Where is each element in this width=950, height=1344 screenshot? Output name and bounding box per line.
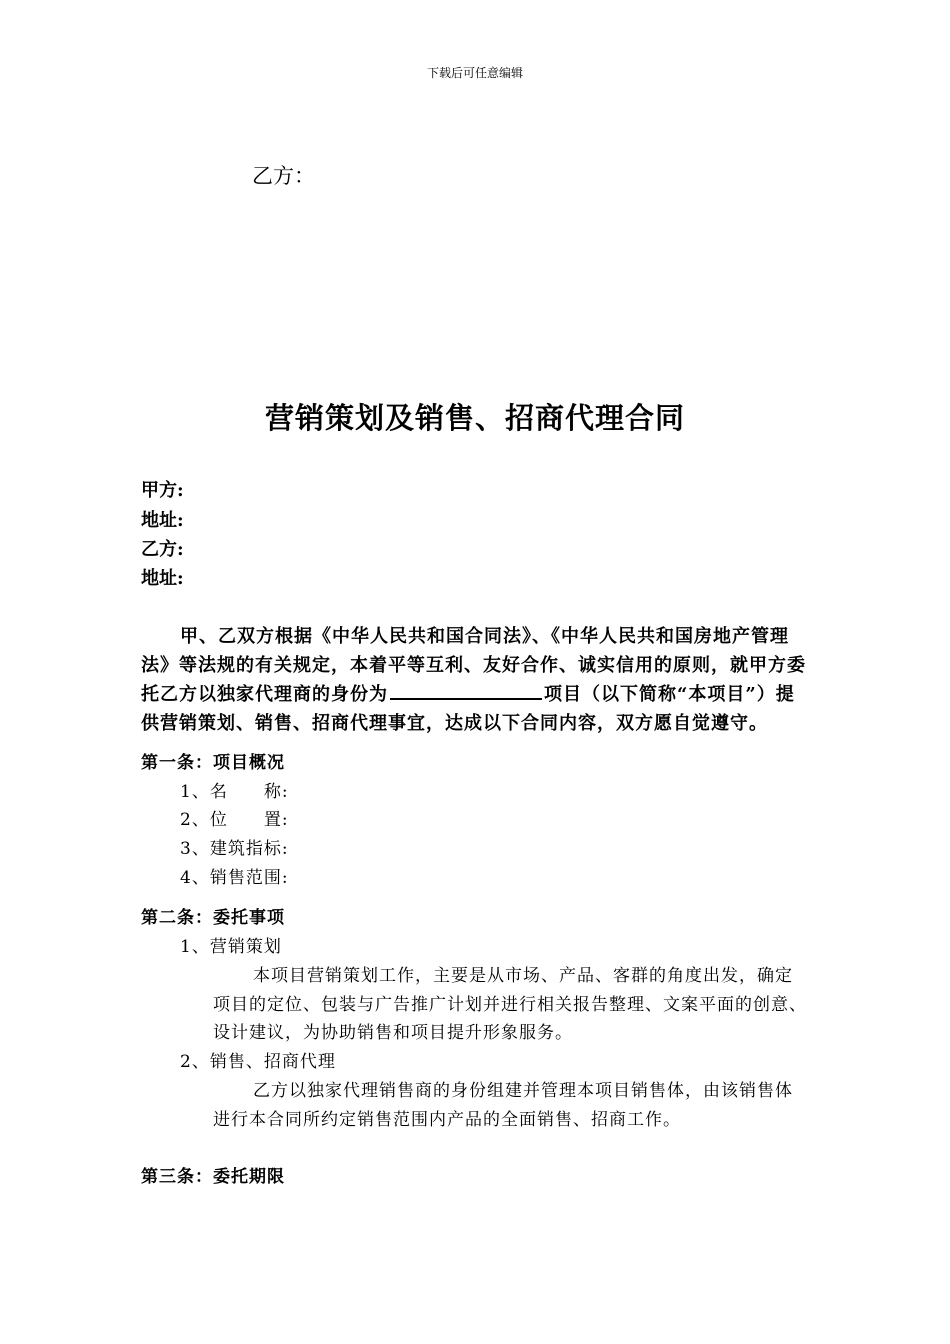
contract-title: 营销策划及销售、招商代理合同 <box>264 401 685 435</box>
intro-line-3-end: 项目（以下简称“本项目”）提 <box>544 684 795 705</box>
intro-line-3-start: 托乙方以独家代理商的身份为 <box>141 684 388 705</box>
article-3-heading: 第三条：委托期限 <box>141 1167 285 1187</box>
article-1-item-name: 1、名 称: <box>180 782 289 802</box>
project-name-blank[interactable] <box>390 680 542 700</box>
article-2-sub-1-line-3: 设计建议，为协助销售和项目提升形象服务。 <box>213 1023 573 1043</box>
party-b-label: 乙方: <box>141 539 184 560</box>
article-1-item-location: 2、位 置: <box>180 810 289 830</box>
header-note: 下载后可任意编辑 <box>426 66 523 80</box>
party-a-label: 甲方: <box>141 480 184 501</box>
article-2-sub-2-line-1: 乙方以独家代理销售商的身份组建并管理本项目销售体，由该销售体 <box>253 1081 793 1101</box>
intro-line-4: 供营销策划、销售、招商代理事宜，达成以下合同内容，双方愿自觉遵守。 <box>141 713 768 734</box>
intro-line-3 <box>141 680 795 706</box>
article-1-heading: 第一条：项目概况 <box>141 753 285 773</box>
party-b-address-label: 地址: <box>141 568 184 589</box>
party-a-address-label: 地址: <box>141 510 184 531</box>
article-2-sub-2-label: 2、销售、招商代理 <box>180 1052 336 1072</box>
article-1-item-sales-scope: 4、销售范围: <box>180 868 289 888</box>
intro-line-2: 法》等法规的有关规定，本着平等互利、友好合作、诚实信用的原则，就甲方委 <box>141 655 806 676</box>
article-2-sub-1-label: 1、营销策划 <box>180 937 282 957</box>
article-2-heading: 第二条：委托事项 <box>141 908 285 928</box>
article-2-sub-1-line-1: 本项目营销策划工作，主要是从市场、产品、客群的角度出发，确定 <box>253 966 793 986</box>
article-2-sub-2-line-2: 进行本合同所约定销售范围内产品的全面销售、招商工作。 <box>213 1110 681 1130</box>
intro-line-1: 甲、乙双方根据《中华人民共和国合同法》、《中华人民共和国房地产管理 <box>180 626 789 647</box>
party-b-heading: 乙方： <box>252 164 315 188</box>
article-1-item-building-index: 3、建筑指标: <box>180 839 289 859</box>
article-2-sub-1-line-2: 项目的定位、包装与广告推广计划并进行相关报告整理、文案平面的创意、 <box>213 995 807 1015</box>
